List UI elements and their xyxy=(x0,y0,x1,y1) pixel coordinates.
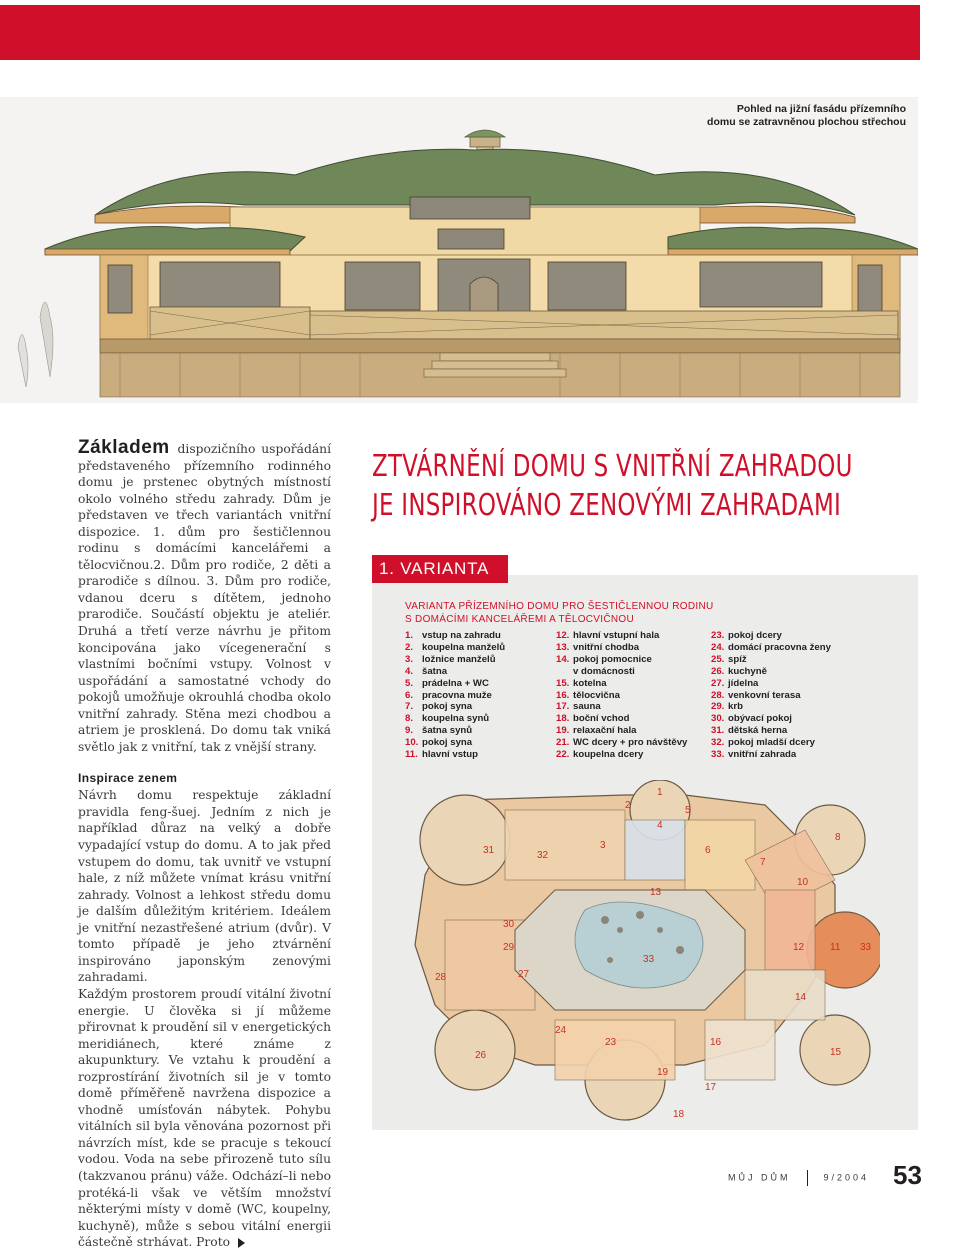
plan-room-number: 4 xyxy=(657,820,663,831)
top-color-bar xyxy=(0,5,920,60)
legend-label: šatna xyxy=(422,665,448,677)
legend-item xyxy=(405,678,505,690)
legend-number: 8. xyxy=(405,713,414,725)
legend-number: 15. xyxy=(556,677,570,689)
legend-number: 11. xyxy=(405,749,418,761)
variant-subtitle-line-1: VARIANTA PŘÍZEMNÍHO DOMU PRO ŠESTIČLENNOU RODINU xyxy=(405,601,714,612)
legend-number: 13. xyxy=(556,641,570,653)
legend-number: 7. xyxy=(405,701,414,713)
legend-number: 6. xyxy=(405,689,414,701)
legend-number: 4. xyxy=(405,665,414,677)
legend-item xyxy=(405,630,505,642)
plan-room-number: 3 xyxy=(600,840,606,851)
plan-room-number: 16 xyxy=(710,1037,722,1048)
legend-column-3 xyxy=(711,630,831,761)
legend-number: 18. xyxy=(556,713,570,725)
headline xyxy=(372,447,853,525)
plan-room-number: 6 xyxy=(705,845,711,856)
legend-label: hlavní vstup xyxy=(422,749,478,761)
legend-label: pracovna muže xyxy=(422,689,492,701)
legend-item xyxy=(556,666,687,678)
legend-label: koupelna synů xyxy=(422,713,490,725)
lead-word: Základem xyxy=(78,437,170,458)
plan-room-number: 24 xyxy=(555,1025,567,1036)
legend-number: 22. xyxy=(556,749,570,761)
legend-number: 24. xyxy=(711,641,725,653)
legend-item xyxy=(556,690,687,702)
headline-line-1: ZTVÁRNĚNÍ DOMU S VNITŘNÍ ZAHRADOU xyxy=(372,449,853,484)
footer-divider xyxy=(807,1170,808,1186)
legend-number: 16. xyxy=(556,689,570,701)
legend-label: ložnice manželů xyxy=(422,653,496,665)
legend-label: obývací pokoj xyxy=(728,713,792,725)
legend-item xyxy=(711,701,831,713)
legend-item xyxy=(556,725,687,737)
legend-label: prádelna + WC xyxy=(422,677,489,689)
plan-room-number: 33 xyxy=(860,942,872,953)
legend-item xyxy=(405,642,505,654)
legend-number: 33. xyxy=(711,749,725,761)
legend-item xyxy=(556,701,687,713)
continue-arrow-icon xyxy=(238,1238,245,1248)
legend-item xyxy=(405,713,505,725)
legend-item xyxy=(556,737,687,749)
plan-room-number: 12 xyxy=(793,942,805,953)
page-number: 53 xyxy=(893,1160,922,1190)
legend-item xyxy=(711,630,831,642)
legend-item xyxy=(405,737,505,749)
legend-label: vnitřní chodba xyxy=(573,641,640,653)
magazine-name: MŮJ DŮM xyxy=(728,1172,791,1183)
issue-number: 9/2004 xyxy=(823,1172,870,1183)
plan-room-number: 23 xyxy=(605,1037,617,1048)
article-body xyxy=(78,437,331,1251)
legend-number: 28. xyxy=(711,689,725,701)
legend-item xyxy=(405,701,505,713)
plan-room-number: 14 xyxy=(795,992,807,1003)
legend-number: 1. xyxy=(405,630,414,641)
legend-item xyxy=(556,642,687,654)
legend-column-2 xyxy=(556,630,687,761)
plan-room-number: 28 xyxy=(435,972,447,983)
plan-room-number: 13 xyxy=(650,887,662,898)
legend-number: 2. xyxy=(405,641,414,653)
legend-label: pokoj syna xyxy=(422,701,473,713)
plan-room-number: 19 xyxy=(657,1067,669,1078)
legend-item xyxy=(711,749,831,761)
legend-label: tělocvična xyxy=(573,689,620,701)
section-paragraph-1: Návrh domu respektuje základní pravidla feng-šuej. Jedním z nich je například důraz na velký a dobře vypadající vstup do domu. A to jak před vstupem do domu, tak uvnitř ve vstupní hale, z níž můžete vnímat krásu vnitřní zahrady. Volnost a lehkost středu domu je dalším důležitým kritériem. Ideálem je vnitřní nezastřešené atrium (dvůr). V tomto případě je jeho ztvárnění inspirováno japonským zenovými zahradami. xyxy=(78,788,331,985)
legend-label: v domácnosti xyxy=(573,665,635,677)
footer xyxy=(728,1170,869,1186)
plan-room-number: 18 xyxy=(673,1109,685,1120)
legend-number: 32. xyxy=(711,737,725,749)
legend-item xyxy=(405,666,505,678)
legend-label: koupelna manželů xyxy=(422,641,506,653)
legend-label: pokoj mladší dcery xyxy=(728,737,815,749)
plan-room-number: 31 xyxy=(483,845,495,856)
legend-number: 10. xyxy=(405,737,419,749)
plan-room-number: 17 xyxy=(705,1082,717,1093)
legend-item xyxy=(711,737,831,749)
legend-number: 26. xyxy=(711,665,725,677)
legend-number: 12. xyxy=(556,630,570,641)
legend-item xyxy=(711,654,831,666)
plan-room-number: 15 xyxy=(830,1047,842,1058)
legend-label: pokoj dcery xyxy=(728,630,782,641)
legend-item xyxy=(556,713,687,725)
section-paragraph-2-text: Každým prostorem proudí vitální životní energie. U člověka si jí můžeme přirovnat k proudění sil v energetických meridiánech, které známe z akupunktury. Ve vztahu k proudění a rozprostírání životních sil je v tomto domě příměřeně navržena dispozice a vhodně umísťován nábytek. Pohybu vitálních sil byla věnována pozornost při návrzích míst, kde se pracuje s tekoucí vodou. Voda na sebe přirozeně tuto sílu (takzvanou pránu) váže. Odchází–li nebo protéká-li však ve větším množství některými místy v domě (WC, koupelny, kuchyně), může s sebou vitální energii částečně strhávat. Proto xyxy=(78,986,331,1250)
legend-label: kotelna xyxy=(573,677,607,689)
legend-label: boční vchod xyxy=(573,713,630,725)
legend-label: krb xyxy=(728,701,743,713)
legend-label: domácí pracovna ženy xyxy=(728,641,831,653)
legend-number: 31. xyxy=(711,725,725,737)
legend-item xyxy=(711,725,831,737)
legend-label: dětská herna xyxy=(728,725,788,737)
plan-room-number: 30 xyxy=(503,919,515,930)
section-paragraph-2 xyxy=(78,986,331,1251)
legend-label: sauna xyxy=(573,701,601,713)
variant-subtitle xyxy=(405,600,745,626)
legend-item xyxy=(556,654,687,666)
legend-label: venkovní terasa xyxy=(728,689,801,701)
legend-item xyxy=(556,678,687,690)
legend-number: 14. xyxy=(556,653,570,665)
intro-paragraph xyxy=(78,437,331,755)
legend-number: 30. xyxy=(711,713,725,725)
legend-number: 3. xyxy=(405,653,414,665)
legend-item xyxy=(711,713,831,725)
legend-number: 19. xyxy=(556,725,570,737)
legend-item xyxy=(405,725,505,737)
intro-text: dispozičního uspořádání představeného přízemního rodinného domu je prstenec obytných místností okolo volného středu zahrady. Dům je představen ve třech variantách vnitřní dispozice. 1. dům pro šestičlennou rodinu s domácími kancelářemi a tělocvičnou.2. Dům pro rodiče, 2 děti a prarodiče s dílnou. 3. Dům pro rodiče, vdanou dceru s dítětem, jednoho prarodiče. Součástí objektu je ateliér. Druhá a třetí verze návrhu je přitom koncipována jako vícegenerační s vlastními bočními vstupy. Volnost v uspořádání a samostatné vchody do pokojů umožňuje okrouhlá chodba okolo vnitřní zahrady. Stěna mezi chodbou a atriem je prosklená. Do domu tak vniká světlo jak z vnitřní, tak z vnější strany. xyxy=(78,442,331,754)
plan-room-number: 7 xyxy=(760,857,766,868)
plan-room-number: 27 xyxy=(518,969,530,980)
legend-label: relaxační hala xyxy=(573,725,637,737)
legend-label: hlavní vstupní hala xyxy=(573,630,660,641)
legend-column-1 xyxy=(405,630,505,761)
legend-label: pokoj pomocnice xyxy=(573,653,652,665)
facade-illustration xyxy=(0,97,918,403)
legend-number: 23. xyxy=(711,630,725,641)
legend-number: 27. xyxy=(711,677,725,689)
legend-label: jídelna xyxy=(728,677,759,689)
facade-drawing xyxy=(0,97,918,403)
plan-room-number: 10 xyxy=(797,877,809,888)
legend-label: spíž xyxy=(728,653,747,665)
legend-label: WC dcery + pro návštěvy xyxy=(573,737,688,749)
plan-room-number: 1 xyxy=(657,787,663,798)
plan-room-number: 11 xyxy=(830,942,841,953)
legend-number: 5. xyxy=(405,677,414,689)
legend-number: 9. xyxy=(405,725,414,737)
legend-label: pokoj syna xyxy=(422,737,473,749)
legend-number: 29. xyxy=(711,701,725,713)
legend-item xyxy=(405,690,505,702)
legend-number: 25. xyxy=(711,653,725,665)
plan-room-number: 32 xyxy=(537,850,549,861)
legend-item xyxy=(556,749,687,761)
headline-line-2: JE INSPIROVÁNO ZENOVÝMI ZAHRADAMI xyxy=(372,488,842,523)
legend-label: vnitřní zahrada xyxy=(728,749,797,761)
legend-item xyxy=(711,666,831,678)
plan-room-number: 26 xyxy=(475,1050,487,1061)
legend-item xyxy=(405,654,505,666)
legend-item xyxy=(711,690,831,702)
legend-item xyxy=(711,642,831,654)
legend-number: 17. xyxy=(556,701,570,713)
variant-badge: 1. VARIANTA xyxy=(372,555,508,583)
legend-label: kuchyně xyxy=(728,665,767,677)
legend-label: šatna synů xyxy=(422,725,473,737)
plan-room-number: 8 xyxy=(835,832,841,843)
legend-number: 21. xyxy=(556,737,570,749)
legend-label: vstup na zahradu xyxy=(422,630,501,641)
plan-room-number: 33 xyxy=(643,954,655,965)
floor-plan xyxy=(405,780,880,1125)
section-title: Inspirace zenem xyxy=(78,771,178,786)
legend-item xyxy=(711,678,831,690)
plan-room-number: 29 xyxy=(503,942,515,953)
legend-label: koupelna dcery xyxy=(573,749,644,761)
illustration-caption: Pohled na jižní fasádu přízemního domu se zatravněnou plochou střechou xyxy=(707,103,906,128)
legend-item xyxy=(556,630,687,642)
plan-room-number: 2 xyxy=(625,800,631,811)
variant-subtitle-line-2: S DOMÁCÍMI KANCELÁŘEMI A TĚLOCVIČNOU xyxy=(405,614,634,625)
legend-item xyxy=(405,749,505,761)
plan-room-number: 5 xyxy=(685,805,691,816)
